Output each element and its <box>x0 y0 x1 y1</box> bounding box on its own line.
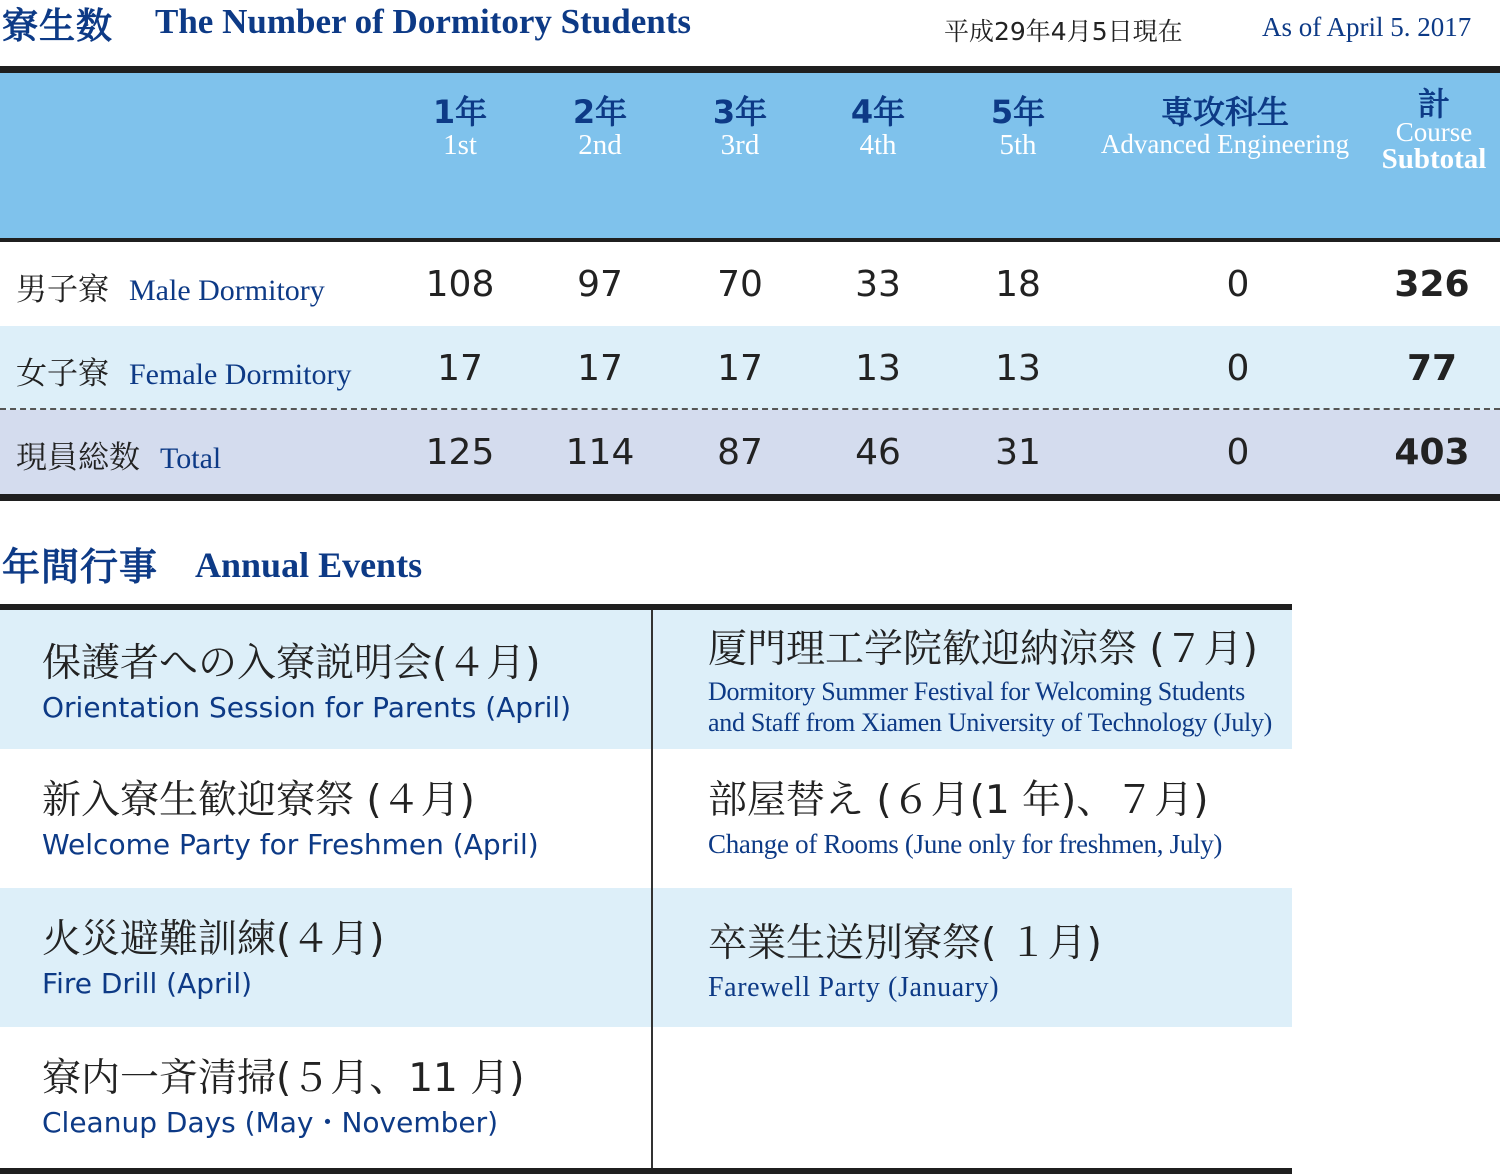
event-title-en: Change of Rooms (June only for freshmen, July) <box>708 829 1223 859</box>
event-parents-orientation <box>42 642 642 724</box>
event-cleanup-days <box>42 1057 642 1139</box>
events-row <box>0 1027 1292 1168</box>
column-header-en: Advanced Engineering <box>1100 129 1350 159</box>
event-title-en: Farewell Party (January) <box>708 972 1000 1003</box>
event-title-en: Fire Drill (April) <box>42 967 253 1000</box>
column-header-en-line2: Subtotal <box>1381 143 1487 175</box>
column-header-en: 4th <box>859 129 897 161</box>
events-title-en: Annual Events <box>195 545 423 585</box>
row-label <box>16 264 325 309</box>
events-column-divider <box>651 610 653 1168</box>
events-row <box>0 888 1292 1027</box>
row-label-ja: 男子寮 <box>16 272 109 308</box>
event-title-ja: 火災避難訓練(４月) <box>42 917 385 962</box>
row-label <box>16 432 221 477</box>
table-cell: 114 <box>565 432 635 473</box>
table-cell-grand-total: 403 <box>1394 432 1470 473</box>
table-cell: 108 <box>425 264 495 305</box>
table-cell: 87 <box>717 432 763 473</box>
table-cell: 13 <box>995 348 1041 389</box>
table-cell: 13 <box>855 348 901 389</box>
column-header-en-line1: Course <box>1395 117 1473 147</box>
as-of-date-ja: 平成29年4月5日現在 <box>944 17 1183 46</box>
events-section-header <box>0 536 800 596</box>
table-cell: 97 <box>577 264 623 305</box>
event-farewell-party <box>708 922 1288 1004</box>
event-title-ja: 保護者への入寮説明会(４月) <box>42 641 541 686</box>
events-title-ja: 年間行事 <box>2 545 159 589</box>
annual-events-grid <box>0 604 1292 1174</box>
event-title-ja: 寮内一斉清掃(５月、11 月) <box>42 1056 525 1101</box>
events-row <box>0 610 1292 749</box>
table-cell: 70 <box>717 264 763 305</box>
event-title-en: Cleanup Days (May・November) <box>42 1106 499 1139</box>
event-title-ja: 新入寮生歓迎寮祭 (４月) <box>42 778 475 823</box>
event-welcome-party <box>42 779 642 861</box>
row-label-ja: 現員総数 <box>16 440 140 476</box>
dormitory-title-ja: 寮生数 <box>2 6 114 47</box>
event-title-ja: 卒業生送別寮祭( １月) <box>708 921 1102 966</box>
column-header-2nd <box>540 73 660 238</box>
dormitory-title-en: The Number of Dormitory Students <box>155 2 692 41</box>
table-cell: 17 <box>437 348 483 389</box>
table-cell: 31 <box>995 432 1041 473</box>
row-label-en: Female Dormitory <box>129 358 352 391</box>
table-top-rule <box>0 66 1500 73</box>
column-header-en: 5th <box>999 129 1037 161</box>
table-cell: 0 <box>1226 432 1250 473</box>
table-cell-subtotal: 326 <box>1394 264 1470 305</box>
column-header-en: 3rd <box>720 129 760 161</box>
as-of-date-en: As of April 5. 2017 <box>1262 12 1472 42</box>
column-header-course-subtotal <box>1370 73 1498 238</box>
row-label <box>16 348 351 393</box>
table-cell: 0 <box>1226 348 1250 389</box>
dormitory-section-header <box>0 0 1500 50</box>
table-cell: 125 <box>425 432 495 473</box>
table-cell: 18 <box>995 264 1041 305</box>
column-header-ja: 3年 <box>712 93 768 131</box>
table-cell: 17 <box>577 348 623 389</box>
column-header-ja: 専攻科生 <box>1160 93 1289 131</box>
event-title-en-line1: Dormitory Summer Festival for Welcoming Students <box>708 677 1245 706</box>
column-header-ja: 2年 <box>572 93 628 131</box>
column-header-en: 1st <box>443 129 477 161</box>
row-label-ja: 女子寮 <box>16 356 109 392</box>
column-header-4th <box>818 73 938 238</box>
event-fire-drill <box>42 918 642 1000</box>
table-cell-subtotal: 77 <box>1406 348 1458 389</box>
event-summer-festival <box>708 628 1288 738</box>
events-bottom-rule <box>0 1168 1292 1174</box>
events-row <box>0 749 1292 888</box>
row-label-en: Total <box>160 442 222 475</box>
column-header-en: 2nd <box>578 129 622 161</box>
event-title-ja: 部屋替え (６月(1 年)、７月) <box>708 778 1209 823</box>
column-header-3rd <box>680 73 800 238</box>
table-row-male-dormitory <box>0 242 1500 326</box>
table-cell: 17 <box>717 348 763 389</box>
column-header-5th <box>958 73 1078 238</box>
table-row-female-dormitory <box>0 326 1500 410</box>
table-cell: 0 <box>1226 264 1250 305</box>
event-room-change <box>708 779 1288 860</box>
event-title-en: Orientation Session for Parents (April) <box>42 691 572 724</box>
table-cell: 33 <box>855 264 901 305</box>
table-header-row <box>0 73 1500 242</box>
column-header-1st <box>400 73 520 238</box>
event-title-en: Welcome Party for Freshmen (April) <box>42 828 539 861</box>
column-header-ja: 4年 <box>850 93 906 131</box>
column-header-ja: 計 <box>1417 85 1450 123</box>
table-bottom-rule <box>0 494 1500 501</box>
column-header-ja: 5年 <box>990 93 1046 131</box>
column-header-ja: 1年 <box>432 93 488 131</box>
row-label-en: Male Dormitory <box>129 274 325 307</box>
table-row-total <box>0 410 1500 494</box>
table-cell: 46 <box>855 432 901 473</box>
event-title-ja: 厦門理工学院歓迎納涼祭 (７月) <box>708 627 1258 672</box>
column-header-advanced-engineering <box>1090 73 1360 238</box>
event-title-en-line2: and Staff from Xiamen University of Technology (July) <box>708 708 1273 737</box>
